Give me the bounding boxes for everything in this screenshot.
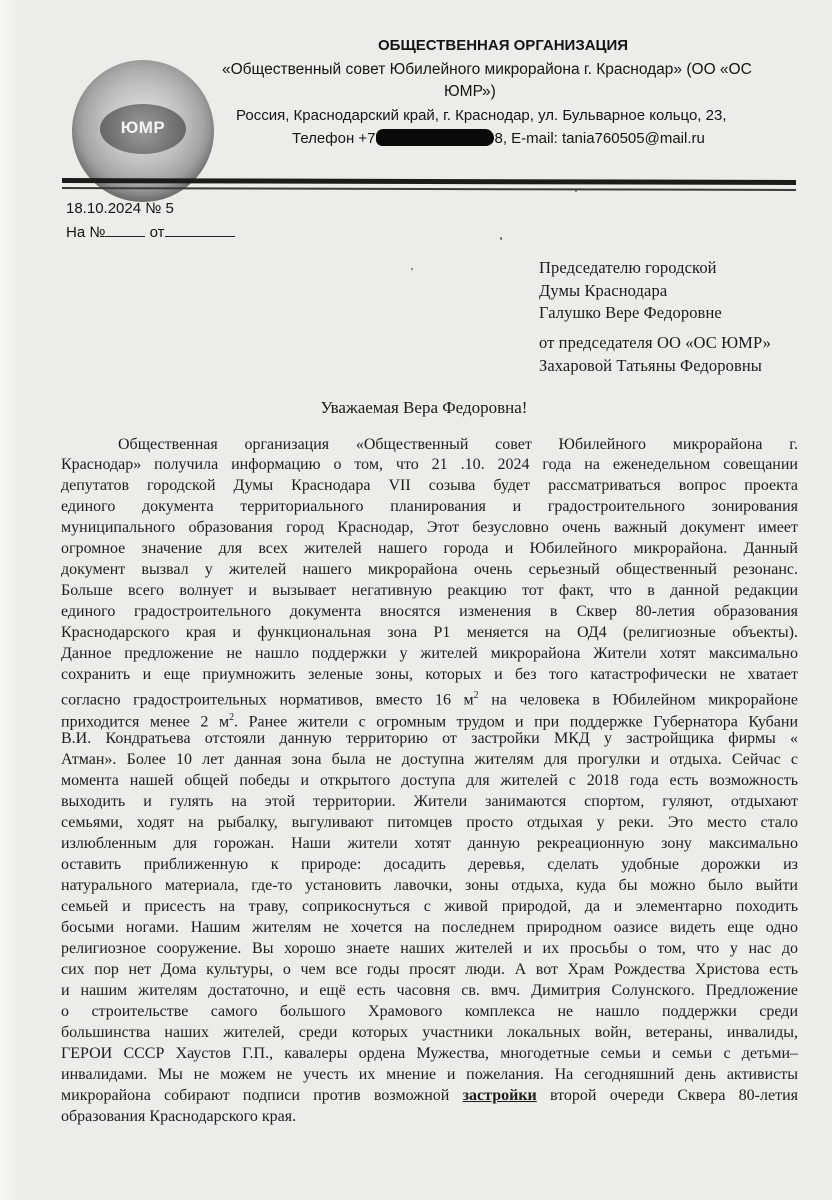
body-line: и нашим жителям достаточно, и ещё есть часовня св. вмч. Димитрия Солунского. Предложение [61, 982, 798, 999]
body-line: семьей и присесть на траву, соприкоснуться с живой природой, да и элементарно походить [61, 898, 798, 915]
phone-tail-email: 8, E-mail: tania760505@mail.ru [494, 130, 705, 147]
org-name-line2: ЮМР») [444, 83, 496, 100]
body-line: о строительстве самого большого Храмового комплекса не нашло поддержки среди [61, 1003, 798, 1020]
body-line: единого градостроительного документа вносятся изменения в Сквер 80-летия образования [61, 603, 798, 620]
logo-text: ЮМР [120, 118, 166, 137]
body-line: документ вызвал у жителей нашего микрорайона очень серьезный общественный резонанс. [61, 561, 798, 578]
body-line: микрорайона собирают подписи против возможной застройки второй очереди Сквера 80-летия [61, 1087, 799, 1104]
body-line: огромное значение для всех жителей нашего города и Юбилейного микрорайона. Данный [61, 540, 798, 557]
body-line: Атман». Более 10 лет данная зона была не доступна жителям для прогулки и отдыха. Сейчас с [61, 751, 798, 768]
addressee-line3: Галушко Вере Федоровне [539, 303, 722, 322]
body-line: Больше всего волнует и вызывает негативную реакцию тот факт, что в данной редакции [61, 582, 798, 599]
body-line: момента нашей общей победы и открытого доступа для жителей с 2018 года есть возможность [61, 772, 798, 789]
scan-speck [500, 237, 502, 240]
body-line: религиозное сооружение. Вы хорошо знаете наших жителей и их просьбы о том, что у нас до [61, 940, 798, 957]
body-line: сохранить и еще приумножить зеленые зоны, которых и без того катастрофически не хватает [61, 666, 798, 683]
phone-label: Телефон +7 [292, 130, 376, 147]
org-contacts [292, 129, 705, 147]
ref-date-blank [165, 222, 235, 237]
body-line: единого документа территориального планирования и градостроительного зонирования [61, 498, 798, 515]
underlined-word: застройки [462, 1087, 537, 1104]
scan-edge [0, 0, 18, 1200]
body-line: выходить и гулять на этой территории. Жители занимаются спортом, гуляют, отдыхают [61, 793, 798, 810]
scan-speck [411, 268, 413, 270]
body-line: оставить приближенную к природе: досадить деревья, сделать удобные дорожки из [61, 856, 798, 873]
body-line: сих пор нет Дома культуры, о чем все годы просят люди. А вот Храм Рождества Христова есть [61, 961, 798, 978]
body-line: В.И. Кондратьева отстояли данную территорию от застройки МКД у застройщика фирмы « [61, 730, 798, 747]
body-line: согласно градостроительных нормативов, вместо 16 $м^2$ на человека в Юбилейном микрорайоне [61, 690, 798, 709]
body-line-last: образования Краснодарского края. [61, 1108, 297, 1125]
body-line: Краснодарского края и функциональная зона Р1 меняется на ОД4 (религиозные объекты). [61, 624, 798, 641]
org-name-line1: «Общественный совет Юбилейного микрорайона г. Краснодар» (ОО «ОС [222, 61, 752, 78]
body-line: приходится менее 2 $м^2$. Ранее жители с огромным трудом и при поддержке Губернатора Кубани [61, 712, 799, 731]
body-line: семьями, ходят на рыбалку, выгуливают питомцев просто отдыхая у реки. Это место стало [61, 814, 798, 831]
body-line: инвалидами. Мы не можем не учесть их мнение и пожелания. На сегодняшний день активисты [61, 1066, 798, 1083]
redacted-phone [376, 129, 494, 146]
salutation: Уважаемая Вера Федоровна! [320, 398, 528, 417]
addressee-line1: Председателю городской [539, 258, 717, 277]
body-line: большинства наших жителей, среди которых участники локальных войн, ветераны, инвалиды, [61, 1024, 798, 1041]
org-address: Россия, Краснодарский край, г. Краснодар, ул. Бульварное кольцо, 23, [236, 107, 727, 124]
body-line: Данное предложение не нашло поддержки у жителей микрорайона Жители хотят максимально [61, 645, 798, 662]
body-line: излюбленным для горожан. Наши жители хотят данную рекреационную зону максимально [61, 835, 798, 852]
ref-prefix: На № [66, 224, 106, 241]
incoming-reference [66, 222, 235, 241]
body-line: Краснодар» получила информацию о том, что 21 .10. 2024 года на еженедельном совещании [61, 456, 798, 473]
org-type: ОБЩЕСТВЕННАЯ ОРГАНИЗАЦИЯ [378, 37, 629, 54]
sender-line2: Захаровой Татьяны Федоровны [539, 356, 762, 375]
body-line: депутатов городской Думы Краснодара VII созыва будет рассматриваться вопрос проекта [61, 477, 798, 494]
scan-speck [575, 190, 577, 192]
addressee-line2: Думы Краснодара [539, 281, 668, 300]
body-line: Общественная организация «Общественный совет Юбилейного микрорайона г. [118, 436, 798, 453]
body-line: ГЕРОИ СССР Хаустов Г.П., кавалеры ордена Мужества, многодетные семьи и семьи с детьми– [61, 1045, 798, 1062]
body-line: натурального материала, где-то установить лавочки, зоны отдыха, куда бы можно было выйти [61, 877, 798, 894]
ref-number-blank [105, 222, 145, 237]
logo-inner-ellipse [100, 104, 186, 154]
ref-from: от [149, 224, 165, 241]
body-line: муниципального образования город Краснодар, Этот безусловно очень важный документ имеет [61, 519, 798, 536]
body-line: босыми ногами. Нашим жителям не хочется на последнем природном оазисе видеть еще одно [61, 919, 798, 936]
sender-line1: от председателя ОО «ОС ЮМР» [539, 333, 771, 352]
outgoing-date-number: 18.10.2024 № 5 [66, 200, 174, 217]
